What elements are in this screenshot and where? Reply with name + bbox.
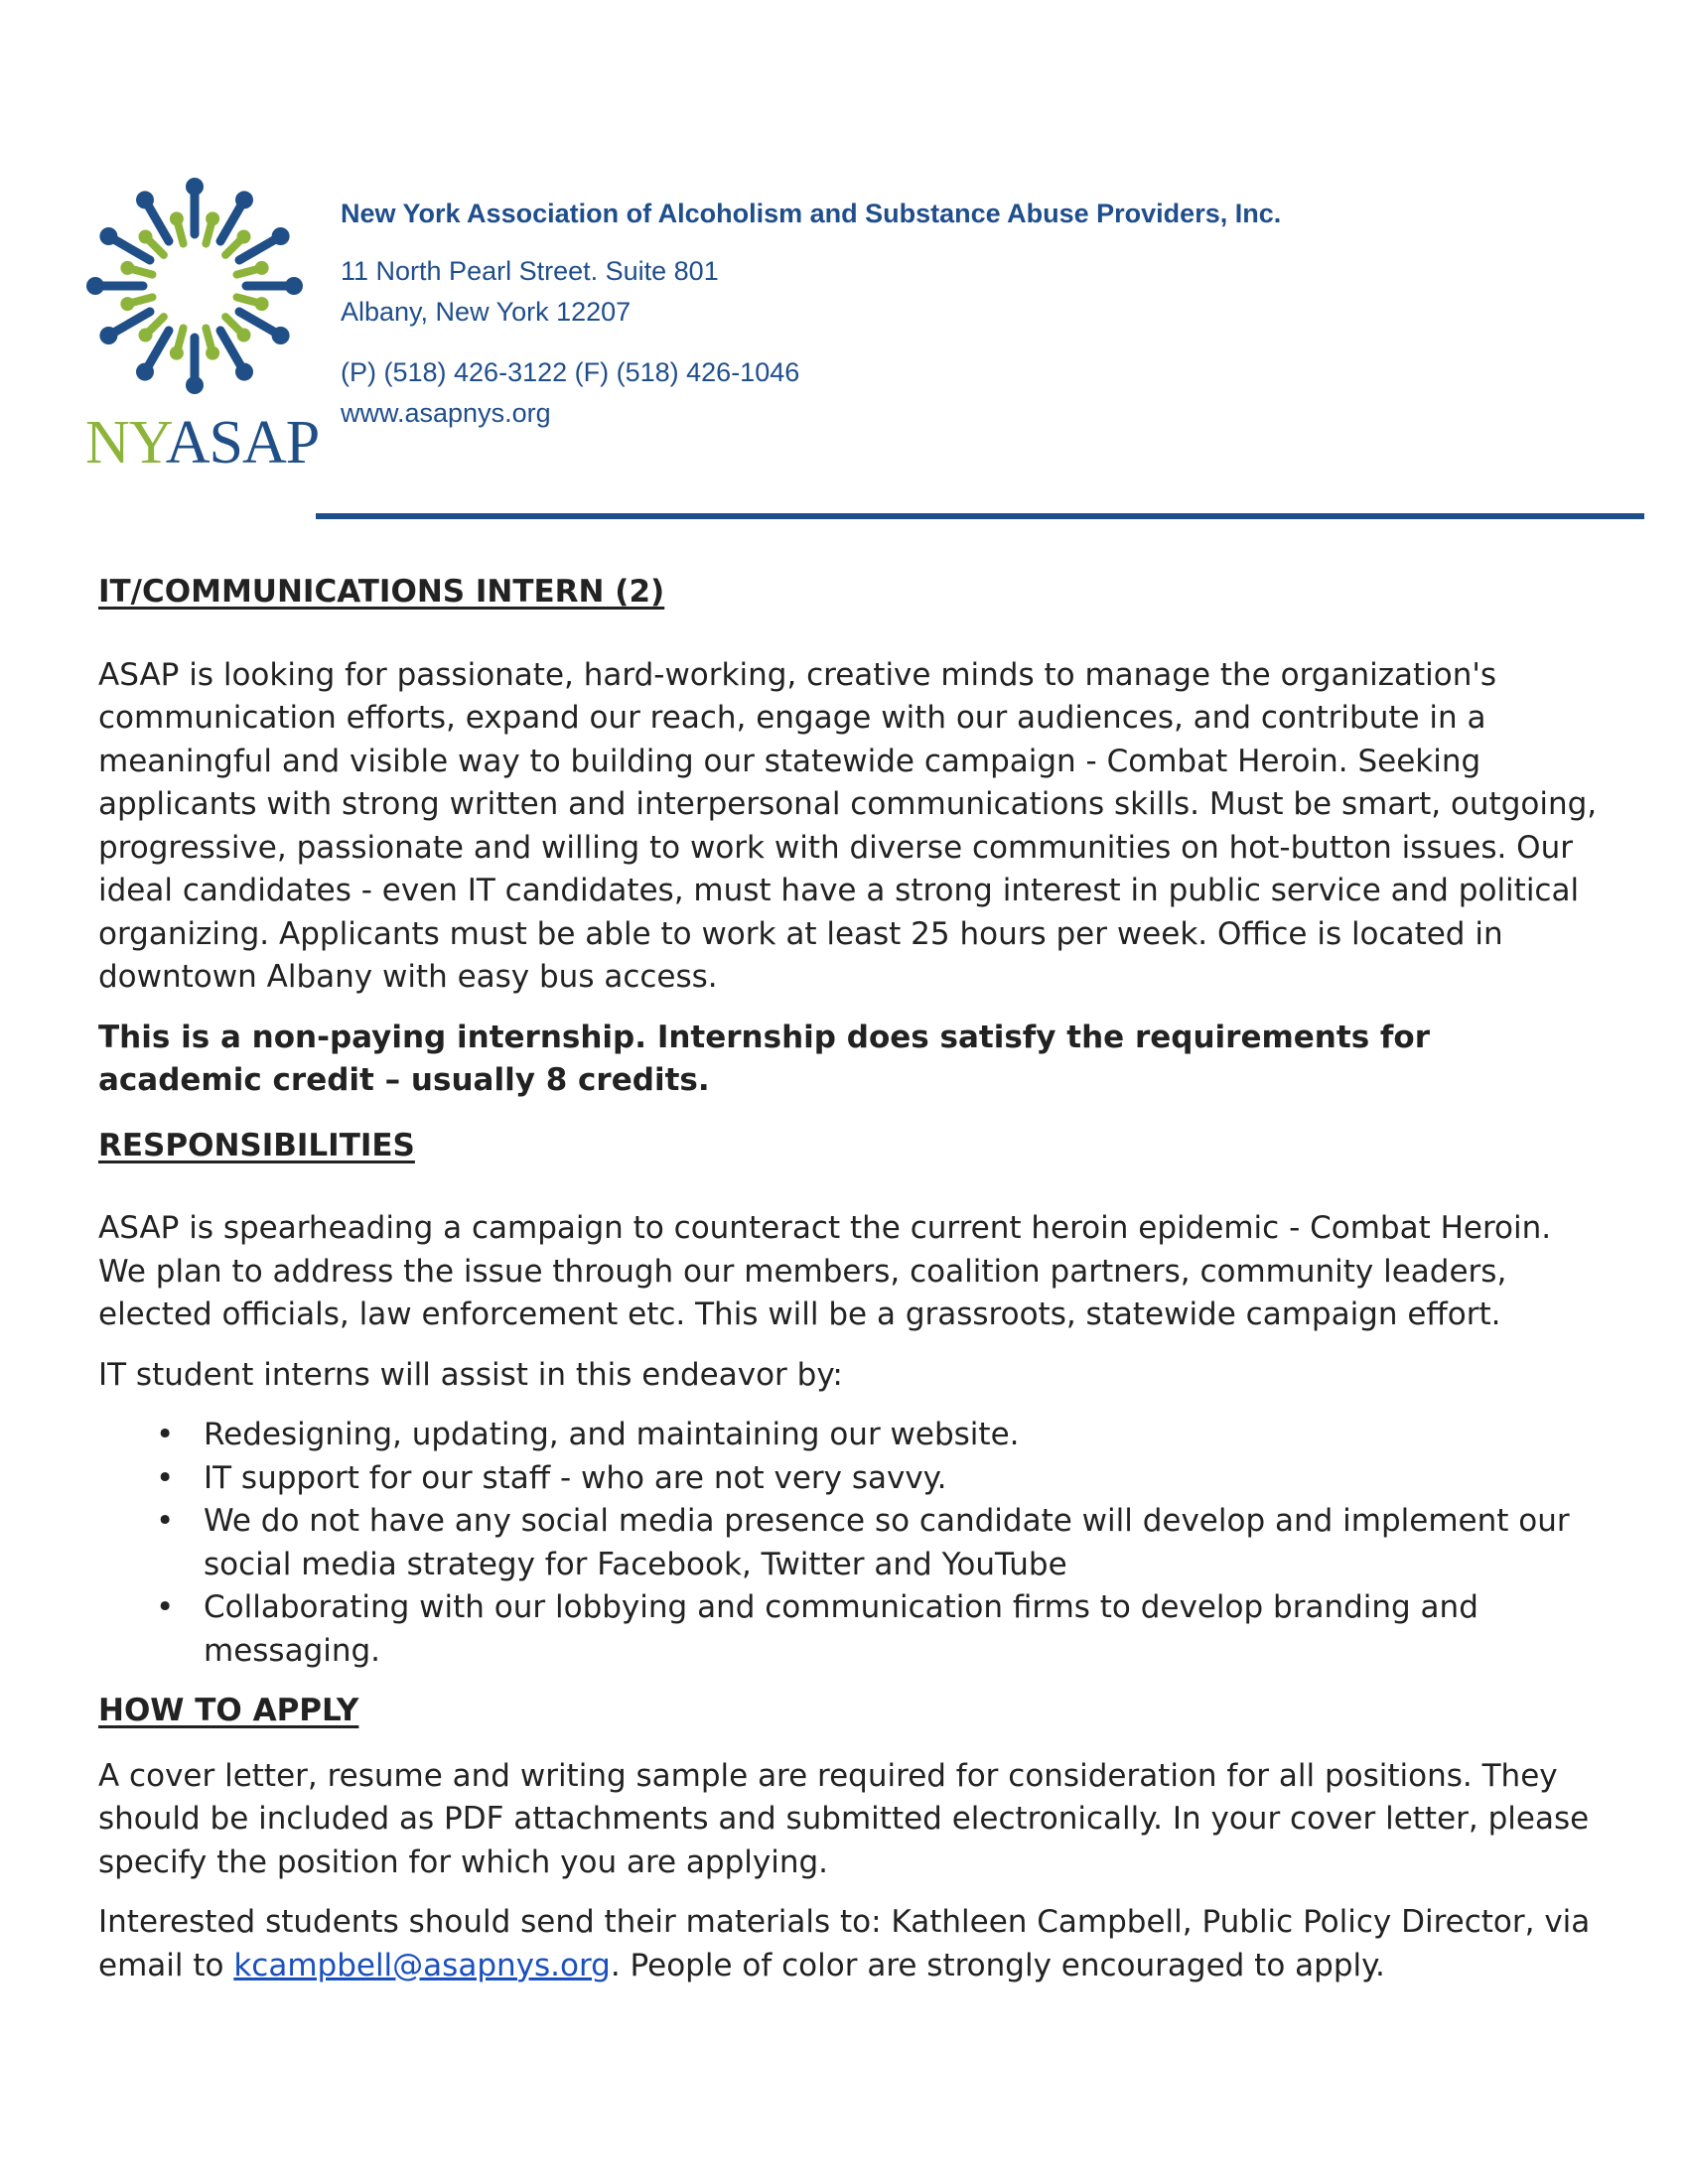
logo-inner-head — [255, 261, 269, 275]
people-circle-logo-icon — [66, 169, 324, 407]
bullet-dot: • — [156, 1589, 175, 1625]
logo-inner-head — [139, 230, 153, 244]
bullet-dot: • — [156, 1417, 175, 1452]
list-item — [98, 1457, 1603, 1501]
list-item-text: IT support for our staff - who are not very savvy. — [204, 1459, 947, 1496]
list-item — [98, 1500, 1603, 1586]
logo-wordmark-asap: ASAP — [165, 409, 320, 477]
posting-title: IT/COMMUNICATIONS INTERN (2) — [98, 574, 665, 610]
apply-paragraph: A cover letter, resume and writing sample are required for consideration for all positions. They should be included as PDF attachments and submitted electronically. In your cover letter, please specify the position for which you are applying. — [98, 1757, 1590, 1880]
bullet-dot: • — [156, 1459, 175, 1496]
email-link[interactable]: kcampbell@asapnys.org — [233, 1947, 611, 1983]
list-item-text: Redesigning, updating, and maintaining our website. — [204, 1417, 1020, 1452]
logo-inner-head — [170, 211, 184, 225]
contact-closing: . People of color are strongly encouraged to apply. — [610, 1947, 1385, 1983]
address-line-2: Albany, New York 12207 — [341, 297, 632, 327]
letterhead — [341, 199, 1281, 434]
address-line-1: 11 North Pearl Street. Suite 801 — [341, 256, 719, 286]
contact-text: Interested students should send their materials to: Kathleen Campbell, Public Policy Director, via email to — [98, 1904, 1591, 1983]
logo-inner-head — [170, 346, 184, 360]
logo-inner-head — [120, 261, 134, 275]
logo-inner-head — [120, 297, 134, 311]
internship-note: This is a non-paying internship. Internship does satisfy the requirements for academic credit – usually 8 credits. — [98, 1019, 1431, 1098]
header-divider — [316, 513, 1644, 519]
responsibilities-heading: RESPONSIBILITIES — [98, 1127, 415, 1163]
responsibility-list — [98, 1414, 1603, 1673]
assist-intro: IT student interns will assist in this endeavor by: — [98, 1356, 843, 1393]
logo-inner-head — [206, 211, 219, 225]
logo-inner-head — [255, 297, 269, 311]
list-item-text: We do not have any social media presence so candidate will develop and implement our social media strategy for Facebook, Twitter and YouTube — [204, 1503, 1570, 1582]
website: www.asapnys.org — [341, 398, 551, 428]
intro-paragraph: ASAP is looking for passionate, hard-working, creative minds to manage the organization's communication efforts, expand our reach, engage with our audiences, and contribute in a meaningful and visible way to building our statewide campaign - Combat Heroin. Seeking applicants with strong written and interpersonal communications skills. Must be smart, outgoing, progressive, passionate and willing to work with diverse communities on hot-button issues. Our ideal candidates - even IT candidates, must have a strong interest in public service and political organizing. Applicants must be able to work at least 25 hours per week. Office is located in downtown Albany with easy bus access. — [98, 656, 1598, 995]
bullet-dot: • — [156, 1503, 175, 1539]
org-name: New York Association of Alcoholism and Substance Abuse Providers, Inc. — [341, 199, 1282, 228]
phone-fax: (P) (518) 426-3122 (F) (518) 426-1046 — [341, 357, 800, 387]
contact-paragraph — [98, 1901, 1603, 1987]
list-item — [98, 1414, 1603, 1457]
logo — [66, 169, 324, 486]
list-item — [98, 1586, 1603, 1673]
list-item-text: Collaborating with our lobbying and communication firms to develop branding and messaging. — [204, 1589, 1478, 1669]
logo-inner-head — [139, 328, 153, 341]
logo-inner-head — [236, 328, 250, 341]
logo-inner-head — [236, 230, 250, 244]
logo-wordmark-ny: NY — [85, 409, 166, 477]
job-posting — [98, 571, 1603, 1987]
responsibilities-paragraph: ASAP is spearheading a campaign to counteract the current heroin epidemic - Combat Heroin. We plan to address the issue through our members, coalition partners, community leaders, elected officials, law enforcement etc. This will be a grassroots, statewide campaign effort. — [98, 1210, 1552, 1332]
logo-inner-head — [206, 346, 219, 360]
logo-wordmark — [85, 409, 320, 477]
how-to-apply-heading: HOW TO APPLY — [98, 1693, 359, 1728]
